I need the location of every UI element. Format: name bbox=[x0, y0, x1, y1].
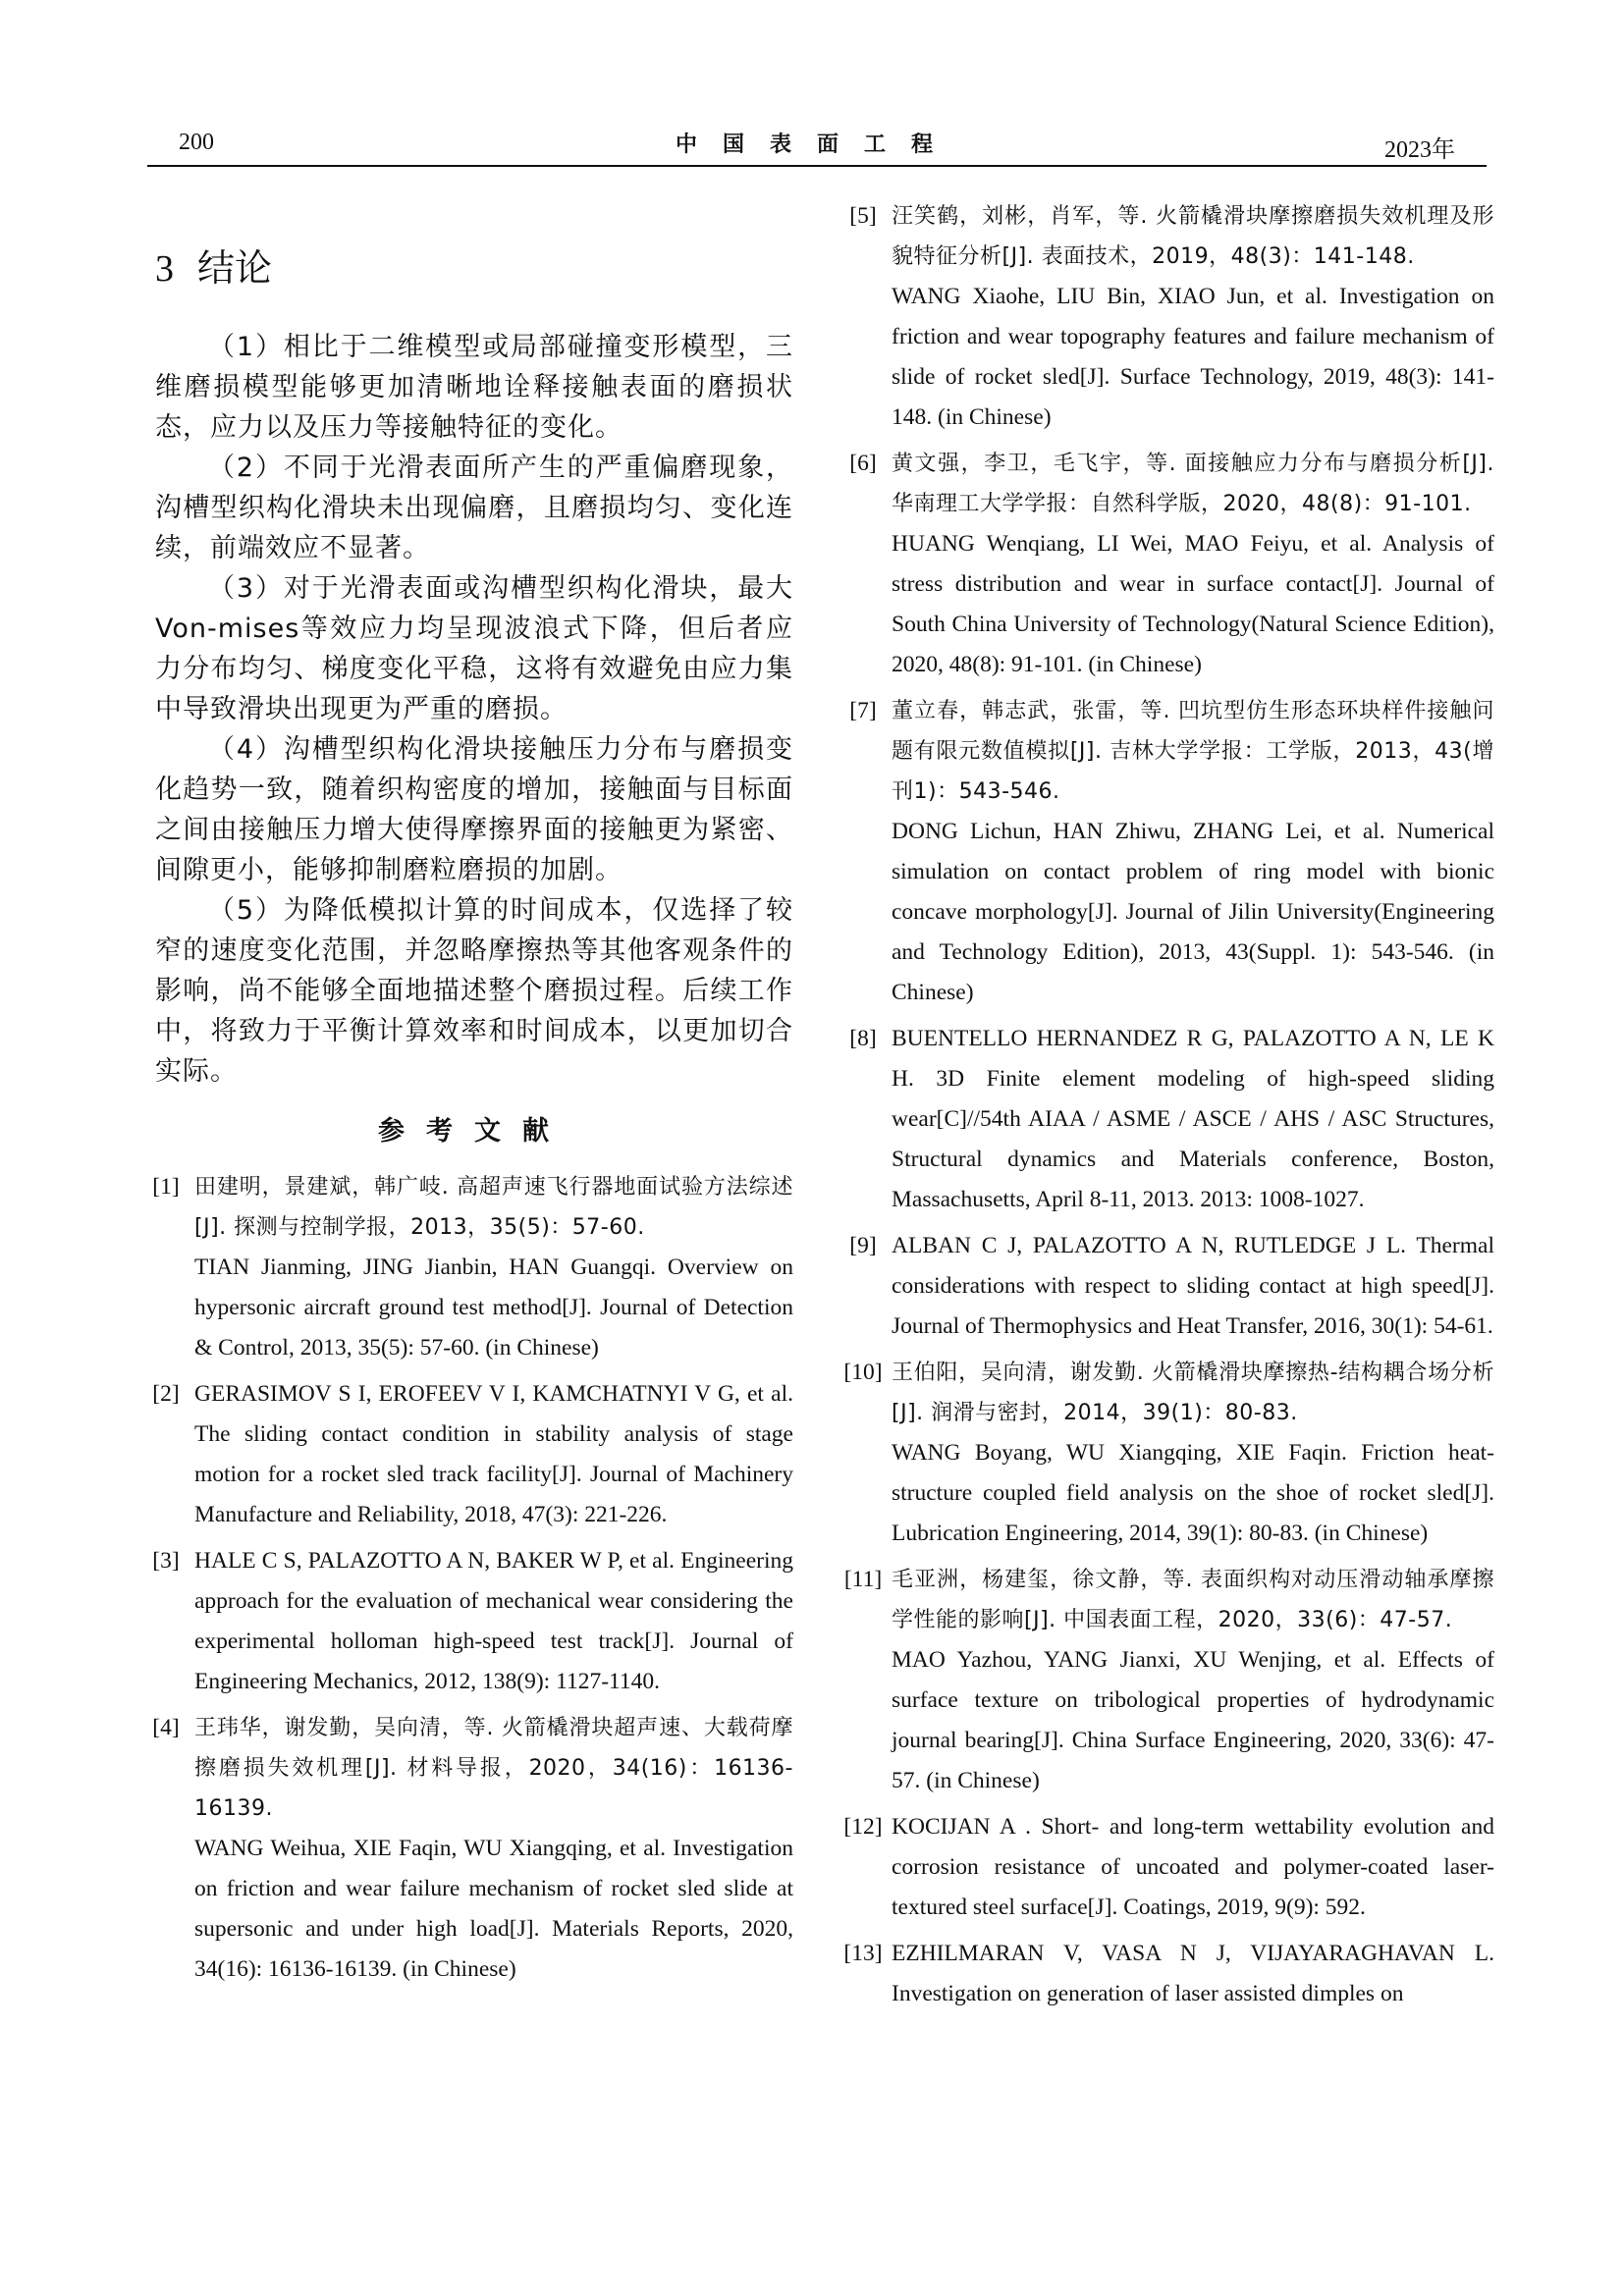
reference-number: [12] bbox=[843, 1814, 883, 1840]
reference-english: GERASIMOV S I, EROFEEV V I, KAMCHATNYI V G, et al. The sliding contact condition in stability analysis of stage motion for a rocket sled track facility[J]. Journal of Machinery Manufacture and Reliability, 2018, 47(3): 221-226. bbox=[194, 1381, 793, 1527]
issue-year: 2023年 bbox=[1384, 137, 1455, 163]
reference-13 bbox=[843, 1934, 1494, 2014]
reference-english: HALE C S, PALAZOTTO A N, BAKER W P, et al. Engineering approach for the evaluation of mechanical wear considering the experimental holloman high-speed test track[J]. Journal of Engineering Mechanics, 2012, 138(9): 1127-1140. bbox=[194, 1548, 793, 1694]
reference-4 bbox=[152, 1708, 793, 1990]
conclusion-paragraph-3: （3）对于光滑表面或沟槽型织构化滑块，最大Von-mises等效应力均呈现波浪式下降，但后者应力分布均匀、梯度变化平稳，这将有效避免由应力集中导致滑块出现更为严重的磨损。 bbox=[155, 573, 793, 724]
reference-number: [9] bbox=[849, 1233, 877, 1258]
reference-chinese: 王伯阳，吴向清，谢发勤. 火箭橇滑块摩擦热-结构耦合场分析[J]. 润滑与密封，2014，39(1)：80-83. bbox=[892, 1361, 1494, 1425]
reference-2 bbox=[152, 1374, 793, 1535]
reference-number: [6] bbox=[849, 451, 877, 476]
reference-1 bbox=[152, 1167, 793, 1368]
reference-english: KOCIJAN A . Short- and long-term wettability evolution and corrosion resistance of uncoated and polymer-coated laser-textured steel surface[J]. Coatings, 2019, 9(9): 592. bbox=[892, 1814, 1494, 1920]
reference-11 bbox=[843, 1560, 1494, 1801]
reference-12 bbox=[843, 1807, 1494, 1928]
section-title: 结论 bbox=[197, 246, 273, 290]
section-number: 3 bbox=[155, 248, 174, 290]
reference-english: HUANG Wenqiang, LI Wei, MAO Feiyu, et al. Analysis of stress distribution and wear in surface contact[J]. Journal of South China University of Technology(Natural Science Edition), 2020, 48(8): 91-101. (in Chinese) bbox=[892, 531, 1494, 677]
reference-english: EZHILMARAN V, VASA N J, VIJAYARAGHAVAN L. Investigation on generation of laser assisted dimples on bbox=[892, 1941, 1494, 2006]
reference-number: [5] bbox=[849, 203, 877, 229]
reference-number: [3] bbox=[152, 1548, 180, 1574]
left-column bbox=[152, 196, 793, 1996]
reference-8 bbox=[849, 1019, 1494, 1220]
reference-chinese: 王玮华，谢发勤，吴向清，等. 火箭橇滑块超声速、大载荷摩擦磨损失效机理[J]. 材料导报，2020，34(16)：16136-16139. bbox=[194, 1716, 793, 1821]
reference-number: [4] bbox=[152, 1715, 180, 1740]
references-heading: 参考文献 bbox=[378, 1116, 570, 1147]
reference-number: [10] bbox=[843, 1360, 883, 1385]
page-number: 200 bbox=[179, 130, 214, 155]
reference-english: ALBAN C J, PALAZOTTO A N, RUTLEDGE J L. Thermal considerations with respect to sliding contact at high speed[J]. Journal of Thermophysics and Heat Transfer, 2016, 30(1): 54-61. bbox=[892, 1233, 1494, 1339]
reference-number: [8] bbox=[849, 1026, 877, 1051]
reference-chinese: 董立春，韩志武，张雷，等. 凹坑型仿生形态环块样件接触问题有限元数值模拟[J]. 吉林大学学报：工学版，2013，43(增刊1)：543-546. bbox=[892, 699, 1494, 804]
reference-9 bbox=[849, 1226, 1494, 1347]
header-rule bbox=[147, 165, 1487, 167]
reference-chinese: 毛亚洲，杨建玺，徐文静，等. 表面织构对动压滑动轴承摩擦学性能的影响[J]. 中国表面工程，2020，33(6)：47-57. bbox=[892, 1568, 1494, 1632]
reference-3 bbox=[152, 1541, 793, 1702]
reference-english: WANG Weihua, XIE Faqin, WU Xiangqing, et al. Investigation on friction and wear failure mechanism of rocket sled slide at supersonic and under high load[J]. Materials Reports, 2020, 34(16): 16136-16139. (in Chinese) bbox=[194, 1836, 793, 1982]
reference-english: WANG Boyang, WU Xiangqing, XIE Faqin. Friction heat-structure coupled field analysis on the shoe of rocket sled[J]. Lubrication Engineering, 2014, 39(1): 80-83. (in Chinese) bbox=[892, 1440, 1494, 1546]
reference-chinese: 黄文强，李卫，毛飞宇，等. 面接触应力分布与磨损分析[J]. 华南理工大学学报：自然科学版，2020，48(8)：91-101. bbox=[892, 452, 1494, 516]
section-heading bbox=[155, 238, 793, 292]
reference-english: DONG Lichun, HAN Zhiwu, ZHANG Lei, et al. Numerical simulation on contact problem of ring model with bionic concave morphology[J]. Journal of Jilin University(Engineering and Technology Edition), 2013, 43(Suppl. 1): 543-546. (in Chinese) bbox=[892, 819, 1494, 1005]
reference-chinese: 汪笑鹤，刘彬，肖军，等. 火箭橇滑块摩擦磨损失效机理及形貌特征分析[J]. 表面技术，2019，48(3)：141-148. bbox=[892, 204, 1494, 269]
reference-english: BUENTELLO HERNANDEZ R G, PALAZOTTO A N, LE K H. 3D Finite element modeling of high-speed sliding wear[C]//54th AIAA / ASME / ASCE / AHS / ASC Structures, Structural dynamics and Materials conference, Boston, Massachusetts, April 8-11, 2013. 2013: 1008-1027. bbox=[892, 1026, 1494, 1212]
reference-number: [7] bbox=[849, 698, 877, 723]
reference-number: [11] bbox=[843, 1567, 883, 1592]
reference-6 bbox=[849, 444, 1494, 685]
reference-number: [1] bbox=[152, 1174, 180, 1200]
conclusion-paragraph-2: （2）不同于光滑表面所产生的严重偏磨现象，沟槽型织构化滑块未出现偏磨，且磨损均匀、变化连续，前端效应不显著。 bbox=[155, 453, 793, 563]
reference-english: WANG Xiaohe, LIU Bin, XIAO Jun, et al. Investigation on friction and wear topography features and failure mechanism of slide of rocket sled[J]. Surface Technology, 2019, 48(3): 141-148. (in Chinese) bbox=[892, 284, 1494, 430]
reference-10 bbox=[843, 1353, 1494, 1554]
page-header bbox=[147, 128, 1487, 163]
reference-5 bbox=[849, 196, 1494, 438]
conclusion-paragraph-1: （1）相比于二维模型或局部碰撞变形模型，三维磨损模型能够更加清晰地诠释接触表面的磨损状态，应力以及压力等接触特征的变化。 bbox=[155, 332, 793, 443]
reference-chinese: 田建明，景建斌，韩广岐. 高超声速飞行器地面试验方法综述[J]. 探测与控制学报，2013，35(5)：57-60. bbox=[194, 1175, 793, 1240]
conclusion-paragraph-5: （5）为降低模拟计算的时间成本，仅选择了较窄的速度变化范围，并忽略摩擦热等其他客观条件的影响，尚不能够全面地描述整个磨损过程。后续工作中，将致力于平衡计算效率和时间成本，以更加切合实际。 bbox=[155, 895, 793, 1087]
conclusion-paragraph-4: （4）沟槽型织构化滑块接触压力分布与磨损变化趋势一致，随着织构密度的增加，接触面与目标面之间由接触压力增大使得摩擦界面的接触更为紧密、间隙更小，能够抑制磨粒磨损的加剧。 bbox=[155, 734, 793, 885]
reference-english: TIAN Jianming, JING Jianbin, HAN Guangqi. Overview on hypersonic aircraft ground test method[J]. Journal of Detection & Control, 2013, 35(5): 57-60. (in Chinese) bbox=[194, 1255, 793, 1361]
reference-english: MAO Yazhou, YANG Jianxi, XU Wenjing, et al. Effects of surface texture on tribological properties of hydrodynamic journal bearing[J]. China Surface Engineering, 2020, 33(6): 47-57. (in Chinese) bbox=[892, 1647, 1494, 1793]
journal-title: 中国表面工程 bbox=[675, 133, 958, 157]
reference-number: [13] bbox=[843, 1941, 883, 1966]
reference-7 bbox=[849, 691, 1494, 1013]
right-column bbox=[843, 196, 1494, 2020]
reference-number: [2] bbox=[152, 1381, 180, 1407]
